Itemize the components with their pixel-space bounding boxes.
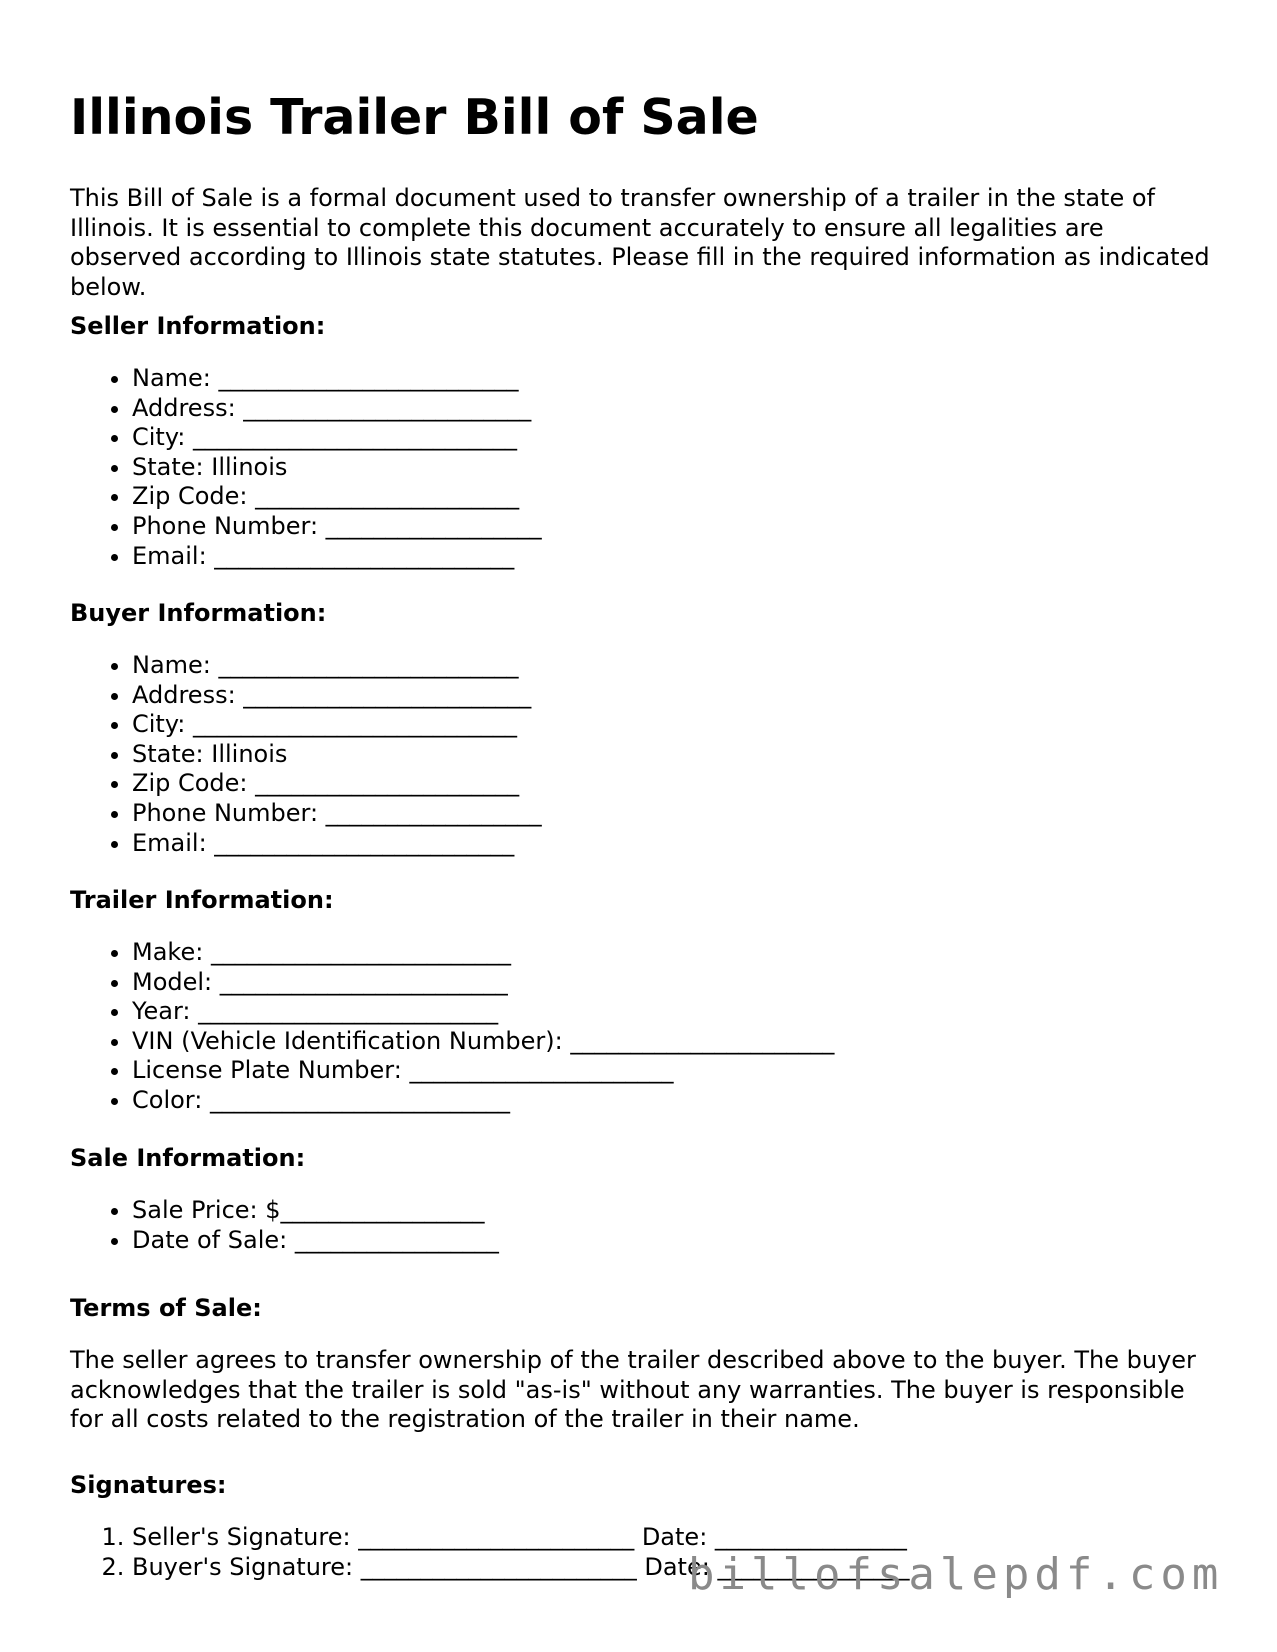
- buyer-email-field: • Email: _________________________: [132, 829, 542, 859]
- seller-city-field: • City: ___________________________: [132, 423, 542, 453]
- seller-signature-line: 1. Seller's Signature: _______________________ Date: ________________: [132, 1523, 909, 1553]
- seller-name-field: • Name: _________________________: [132, 364, 542, 394]
- sale-price-field: • Sale Price: $_________________: [132, 1196, 499, 1226]
- seller-address-field: • Address: ________________________: [132, 394, 542, 424]
- trailer-year-field: • Year: _________________________: [132, 997, 834, 1027]
- buyer-heading: Buyer Information:: [70, 599, 327, 627]
- page-title: Illinois Trailer Bill of Sale: [70, 89, 759, 146]
- watermark: billofsalepdf.com: [688, 1549, 1224, 1600]
- seller-phone-field: • Phone Number: __________________: [132, 512, 542, 542]
- seller-state-field: • State: Illinois: [132, 453, 542, 483]
- sale-date-field: • Date of Sale: _________________: [132, 1226, 499, 1256]
- trailer-info-list: [70, 938, 834, 1116]
- trailer-vin-field: • VIN (Vehicle Identification Number): ______________________: [132, 1027, 834, 1057]
- buyer-address-field: • Address: ________________________: [132, 681, 542, 711]
- trailer-heading: Trailer Information:: [70, 886, 334, 914]
- seller-email-field: • Email: _________________________: [132, 542, 542, 572]
- seller-heading: Seller Information:: [70, 312, 326, 340]
- buyer-state-field: • State: Illinois: [132, 740, 542, 770]
- terms-paragraph: The seller agrees to transfer ownership of the trailer described above to the buyer. The buyer acknowledges that the trailer is sold "as-is" without any warranties. The buyer is responsible for all costs related to the registration of the trailer in their name.: [70, 1346, 1196, 1434]
- terms-heading: Terms of Sale:: [70, 1294, 262, 1322]
- buyer-phone-field: • Phone Number: __________________: [132, 799, 542, 829]
- trailer-make-field: • Make: _________________________: [132, 938, 834, 968]
- intro-paragraph: This Bill of Sale is a formal document used to transfer ownership of a trailer in the state of Illinois. It is essential to complete this document accurately to ensure all legalities are observed according to Illinois state statutes. Please fill in the required information as indicated below.: [70, 184, 1210, 301]
- buyer-info-list: [70, 651, 542, 858]
- buyer-city-field: • City: ___________________________: [132, 710, 542, 740]
- sale-info-list: [70, 1196, 499, 1255]
- trailer-model-field: • Model: ________________________: [132, 968, 834, 998]
- seller-info-list: [70, 364, 542, 571]
- buyer-name-field: • Name: _________________________: [132, 651, 542, 681]
- trailer-plate-field: • License Plate Number: ______________________: [132, 1056, 834, 1086]
- buyer-signature-line: 2. Buyer's Signature: _______________________ Date: ________________: [132, 1553, 909, 1583]
- signatures-heading: Signatures:: [70, 1471, 227, 1499]
- seller-zip-field: • Zip Code: ______________________: [132, 482, 542, 512]
- trailer-color-field: • Color: _________________________: [132, 1086, 834, 1116]
- buyer-zip-field: • Zip Code: ______________________: [132, 769, 542, 799]
- sale-heading: Sale Information:: [70, 1144, 306, 1172]
